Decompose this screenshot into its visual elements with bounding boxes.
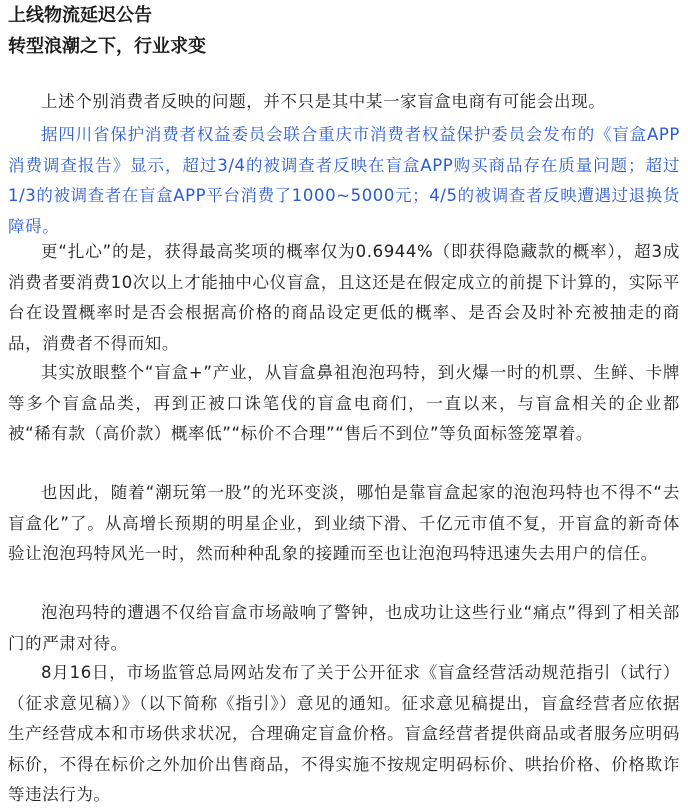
paragraph-2-highlighted: 据四川省保护消费者权益委员会联合重庆市消费者权益保护委员会发布的《盲盒APP消费调查报告》显示，超过3/4的被调查者反映在盲盒APP购买商品存在质量问题；超过1/3的被调查者在盲盒APP平台消费了1000~5000元；4/5的被调查者反映遭遇过退换货障碍。 xyxy=(8,125,680,236)
paragraph-4: 其实放眼整个“盲盒+”产业，从盲盒鼻祖泡泡玛特，到火爆一时的机票、生鲜、卡牌等多个盲盒品类，再到正被口诛笔伐的盲盒电商们，一直以来，与盲盒相关的企业都被“稀有款（高价款）概率低”“标价不合理”“售后不到位”等负面标签笼罩着。 xyxy=(8,363,680,443)
article-title: 上线物流延迟公告 xyxy=(8,5,152,26)
paragraph-7: 8月16日，市场监管总局网站发布了关于公开征求《盲盒经营活动规范指引（试行）（征求意见稿）》（以下简称《指引》）意见的通知。征求意见稿提出，盲盒经营者应依据生产经营成本和市场供求状况，合理确定盲盒价格。盲盒经营者提供商品或者服务应明码标价，不得在标价之外加价出售商品，不得实施不按规定明码标价、哄抬价格、价格欺诈等违法行为。 xyxy=(8,663,680,804)
paragraph-1: 上述个别消费者反映的问题，并不只是其中某一家盲盒电商有可能会出现。 xyxy=(41,92,606,111)
article-subtitle: 转型浪潮之下，行业求变 xyxy=(8,36,206,57)
paragraph-5: 也因此，随着“潮玩第一股”的光环变淡，哪怕是靠盲盒起家的泡泡玛特也不得不“去盲盒化”了。从高增长预期的明星企业，到业绩下滑、千亿元市值不复，开盲盒的新奇体验让泡泡玛特风光一时，然而种种乱象的接踵而至也让泡泡玛特迅速失去用户的信任。 xyxy=(8,483,680,563)
paragraph-6: 泡泡玛特的遭遇不仅给盲盒市场敲响了警钟，也成功让这些行业“痛点”得到了相关部门的严肃对待。 xyxy=(8,603,680,653)
paragraph-3: 更“扎心”的是，获得最高奖项的概率仅为0.6944%（即获得隐藏款的概率），超3成消费者要消费10次以上才能抽中心仪盲盒，且这还是在假定成立的前提下计算的，实际平台在设置概率时是否会根据高价格的商品设定更低的概率、是否会及时补充被抽走的商品，消费者不得而知。 xyxy=(8,242,680,353)
